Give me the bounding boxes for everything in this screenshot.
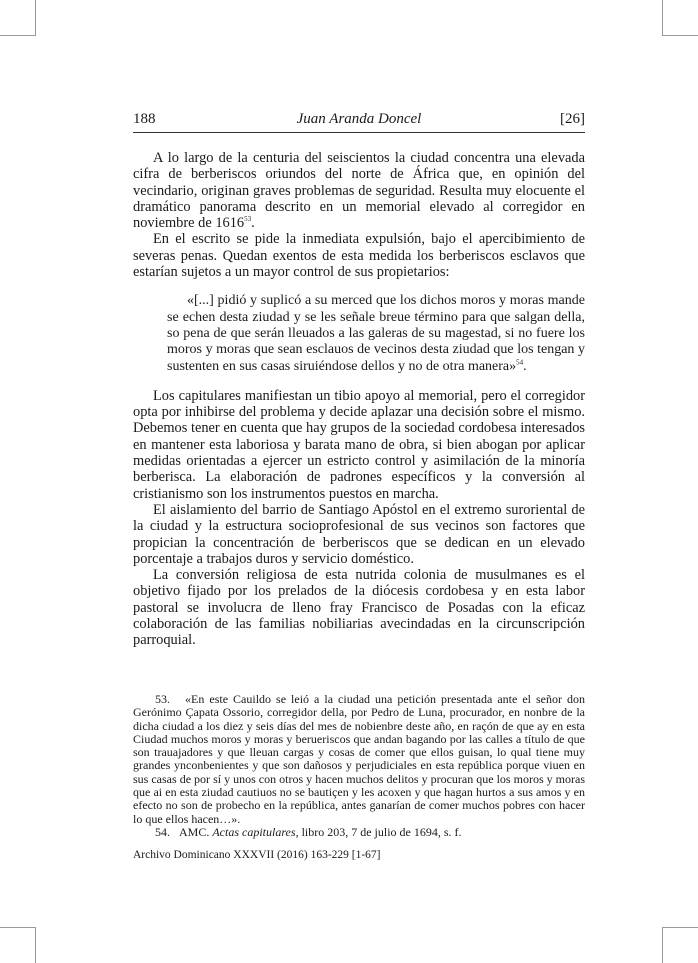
paragraph: Los capitulares manifiestan un tibio apoyo al memorial, pero el corregidor opta por inhibirse del problema y decide aplazar una decisión sobre el mismo. Debemos tener en cuenta que hay grupos de la sociedad cordobesa interesados en mantener esta laboriosa y barata mano de obra, si bien abogan por aplicar medidas orientadas a ejercer un estricto control y asimilación de la minoría berberisca. La elaboración de padrones específicos y la conversión al cristianismo son los instrumentos puestos en marcha.	[133, 387, 585, 502]
paragraph: La conversión religiosa de esta nutrida colonia de musulmanes es el objetivo fijado por los prelados de la diócesis cordobesa y en esta labor pastoral se involucra de lleno fray Francisco de Posadas con la eficaz colaboración de las familias nobiliarias avecindadas en la circunscripción parroquial.	[133, 567, 585, 649]
journal-footer: Archivo Dominicano XXXVII (2016) 163-229 [1-67]	[133, 849, 381, 861]
crop-mark	[662, 927, 698, 928]
crop-mark	[662, 927, 663, 963]
running-header	[133, 111, 585, 131]
footnote-54: 54. AMC. Actas capitulares, libro 203, 7 de julio de 1694, s. f.	[155, 824, 462, 839]
page-number: 188	[133, 111, 156, 127]
crop-mark	[35, 927, 36, 963]
footnote-ref: 54	[516, 357, 524, 366]
footnote-ref: 53	[244, 215, 252, 224]
crop-mark	[662, 35, 698, 36]
crop-mark	[35, 0, 36, 36]
paragraph: En el escrito se pide la inmediata expulsión, bajo el apercibimiento de severas penas. Quedan exentos de esta medida los berberiscos esclavos que estarían sujetos a un mayor control de sus propietarios:	[133, 231, 585, 281]
paragraph: A lo largo de la centuria del seiscientos la ciudad concentra una elevada cifra de berberiscos oriundos del norte de África que, en opinión del vecindario, originan graves problemas de seguridad. Resulta muy elocuente el dramático panorama descrito en un memorial elevado al corregidor en noviembre de 1616$^{53}$.	[133, 150, 585, 232]
main-text	[133, 150, 585, 649]
paragraph: El aislamiento del barrio de Santiago Apóstol en el extremo suroriental de la ciudad y la estructura socioprofesional de sus vecinos son factores que propician la concentración de berberiscos que se dedican en un elevado porcentaje a trabajos duros y servicio doméstico.	[133, 501, 585, 567]
crop-mark	[0, 927, 36, 928]
running-author: Juan Aranda Doncel	[296, 111, 422, 127]
header-rule	[133, 132, 585, 133]
block-quote: «[...] pidió y suplicó a su merced que los dichos moros y moras mande se echen desta ziudad y se les señale breue término para que salgan della, so pena de que serán lleuados a las galeras de su magestad, si no fuere los moros y moras que sean esclauos de vecinos desta ziudad que los tengan y sustenten en sus casas siruiéndose dellos y no de otra manera»$^{54}$.	[167, 293, 585, 374]
footnote-53: 53. «En este Cauildo se leió a la ciudad una petición presentada ante el señor don Gerónimo Çapata Ossorio, corregidor della, por Pedro de Luna, procurador, en nonbre de la dicha ciudad a los diez y seis días del mes de nobienbre deste año, en raçón de que ay en esta Ciudad muchos moros y moras y berueriscos que andan bagando por las calles a título de que son trauajadores y que lleuan cargas y cosas de comer que ellos guisan, lo qual tiene muy grandes ynconbenientes y que son dañosos y perjudiciales en esta república porque viuen en sus casas de por sí y unos con otros y hacen muchos delitos y procuran que los moros y moras que ai en esta ziudad cautiuos no se bautiçen y les acoxen y que hagan hurtos a sus amos y en efecto no son de probecho en la república, antes ganarían de comer muchos pobres con hacer lo que ellos hacen…».	[133, 692, 586, 826]
section-marker: [26]	[560, 111, 585, 127]
crop-mark	[0, 35, 36, 36]
footnotes	[133, 693, 585, 839]
crop-mark	[662, 0, 663, 36]
